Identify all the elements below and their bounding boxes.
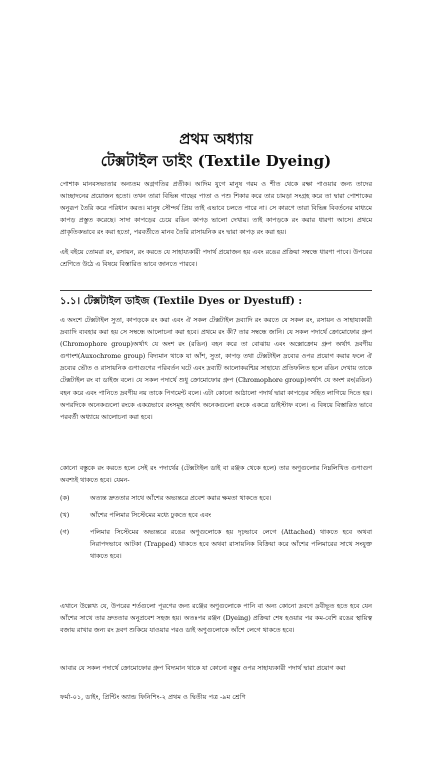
list-text: আঁশের পলিমার সিস্টেমের মধ্যে ঢুকতে হবে এবং [90, 511, 212, 520]
intro-paragraph-2: এই বইয়ে তোমরা রং, রসায়ন, রং করতে যে সাহায্যকারী পদার্থ প্রয়োজন হয় এবং রঙের প্রক্রিয়া সম্বন্ধে ধারণা পাবে। উপরের শ্রেণিতে উঠে এ বিষয়ে বিস্তারিত ভাবে জানতে পারবে। [60, 248, 372, 269]
page-title: টেক্সটাইল ডাইং (Textile Dyeing) [100, 152, 332, 170]
section-paragraph-2: কোনো বস্তুকে রং করতে হলে সেই রং পদার্থের (টেক্সটাইল ডাই বা রঞ্জক থেকে হলে) তার অণুগুলোর নিম্নলিখিত গুণাগুণ অবশ্যই থাকতে হবে। যেমন- [60, 464, 372, 485]
list-text: অত্যন্ত দ্রুততার সাথে আঁশের অভ্যন্তরে প্রবেশ করার ক্ষমতা থাকতে হবে। [90, 494, 272, 502]
list-marker: (গ) [60, 528, 70, 537]
page-footer: ফর্মা-০১, ডাইং, প্রিন্টিং অ্যান্ড ফিনিশিং-২ প্রথম ও দ্বিতীয় পত্র -৯ম শ্রেণি [60, 693, 246, 701]
requirements-list [60, 492, 372, 562]
section-divider [60, 290, 372, 291]
section-heading: ১.১। টেক্সটাইল ডাইজ (Textile Dyes or Dyestuff) : [60, 296, 303, 307]
list-text: পলিমার সিস্টেমের অভ্যন্তরে রঙের অণুগুলোকে হয় দৃঢ়ভাবে লেগে (Attached) থাকতে হবে অথবা নিরাপদভাবে আটকা (Trapped) থাকতে হবে অথবা রাসায়নিক বিক্রিয়া করে আঁশের পলিমারের সাথে সংযুক্ত থাকতে হবে। [90, 528, 372, 561]
list-item [60, 509, 372, 521]
closing-paragraph-2: আবার যে সকল পদার্থে ক্রোমোফোর গ্রুপ বিদ্যমান থাকে যা কোনো বস্তুর ওপর সাহায্যকারী পদার্থ দ্বারা প্রয়োগ করা [60, 664, 346, 672]
list-item [60, 526, 372, 562]
intro-paragraph-1: পোশাক মানবসভ্যতার অন্যতম অগ্রগতির প্রতীক। আদিম যুগে মানুষ গরম ও শীত থেকে রক্ষা পাওয়ার জন্য তাদের আচ্ছাদনের প্রয়োজন হতো। তখন তারা বিভিন্ন গাছের পাতা ও পশু শিকার করে তার চামড়া সংগ্রহ করে তা দ্বারা পোশাকের অনুরূপ তৈরি করে পরিধান করত। মানুষ সৌন্দর্য প্রিয় তাই এভাবে চলতে পারে না। সে কারণে তারা বিভিন্ন বিবর্তনের মাধ্যমে কাপড় প্রস্তুত করেছে। সাদা কাপড়ের চেয়ে রঙিন কাপড় ভালো দেখায়। তাই কাপড়কে রং করার ধারণা আসে। প্রথমে প্রাকৃতিকভাবে রং করা হতো, পরবর্তীতে মানব তৈরি রাসায়নিক রং দ্বারা কাপড় রং করা হয়। [60, 180, 372, 237]
list-marker: (ক) [60, 494, 70, 502]
chapter-heading: প্রথম অধ্যায় [179, 130, 253, 148]
list-marker: (খ) [60, 511, 70, 520]
section-paragraph-1: এ অংশে টেক্সটাইল সুতা, কাপড়কে রং করা এবং ঐ সকল টেক্সটাইল দ্রব্যাদি রং করতে যে সকল রং, রসায়ন ও সাহায্যকারী দ্রব্যাদি ব্যবহার করা হয় সে সম্বন্ধে আলোচনা করা হবে। প্রথমে রং কী? তার সম্বন্ধে জানি। যে সকল পদার্থে ক্রোমোফোর গ্রুপ (Chromophore group)অর্থাৎ যে অংশ রং (রঙিন) বহন করে তা বোঝায় এবং অক্সোক্রোম গ্রুপ অর্থাৎ দ্রবণীয় গুণাংশ(Auxochrome group) বিদ্যমান থাকে যা আঁশ, সুতা, কাপড় তথা টেক্সটাইল দ্রব্যের ওপর প্রয়োগ করার ফলে ঐ দ্রব্যের ভৌত ও রাসায়নিক গুণাগুণের পরিবর্তন ঘটে এবং দ্রব্যটি আলোকরশ্মির সাহায্যে প্রতিফলিত হলে রঙিন দেখায় তাকে টেক্সটাইল রং বা ডাইজ বলে। যে সকল পদার্থে শুধু ক্রোমোফোর গ্রুপ (Chromophore group)অর্থাৎ যে অংশ রং(রঙিন) বহন করে এবং পানিতে দ্রবণীয় নয় তাকে পিগমেন্ট বলে। এটা কোনো আঠালো পদার্থ দ্বারা কাপড়ের সহিত লাগিয়ে দিতে হয়। অপরদিকে অনেকগুলো রংকে একত্রভাবে রংসমূহ অর্থাৎ অনেকগুলো রংকে একত্রে ডাইস্টাফ বলে। এ বিষয়ে বিস্তারিত ভাবে পরবর্তী অধ্যায়ে আলোচনা করা হবে। [60, 316, 372, 421]
closing-paragraph-1: এখানে উল্লেখ্য যে, উপরের শর্তগুলো পূরণের জন্য রঞ্জের অণুগুলোকে পানি বা অন্য কোনো দ্রবণে দ্রবীভূত হতে হবে যেন আঁশের সাথে তার দ্রুততার অনুপ্রবেশ সহজ হয়। অতঃপর রঞ্জন (Dyeing) প্রক্রিয়া শেষ হওয়ার পর কম-বেশি রঙের স্থায়িত্ব বজায় রাখার জন্য রং দ্রবণ শুকিয়ে যাওয়ার পরও ডাই অণুগুলোকে আঁশে লেগে থাকতে হবে। [60, 602, 372, 635]
list-item [60, 492, 372, 504]
